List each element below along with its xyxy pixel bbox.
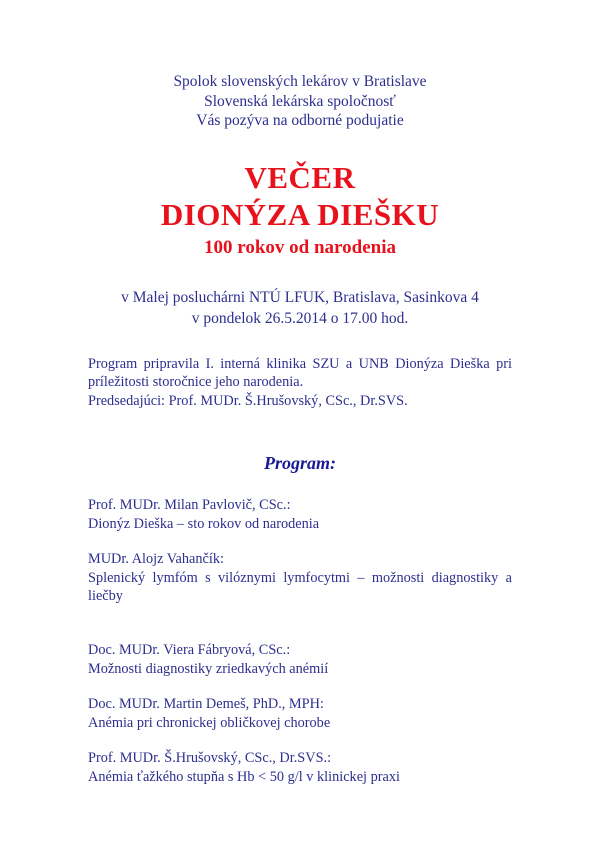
program-speaker: Doc. MUDr. Martin Demeš, PhD., MPH: — [88, 696, 324, 712]
venue-info — [88, 287, 512, 329]
program-speaker: Prof. MUDr. Milan Pavlovič, CSc.: — [88, 497, 291, 513]
document-content — [88, 0, 512, 786]
event-title-line-2: DIONÝZA DIEŠKU — [160, 196, 440, 232]
program-item — [88, 550, 512, 624]
event-title — [88, 159, 512, 261]
program-list — [88, 496, 512, 786]
program-topic: Anémia pri chronickej obličkovej chorobe — [88, 714, 331, 731]
program-item — [88, 695, 512, 732]
intro-section — [88, 355, 512, 411]
event-subtitle: 100 rokov od narodenia — [204, 236, 396, 258]
program-item — [88, 641, 512, 678]
invitation-line: Vás pozýva na odborné podujatie — [196, 112, 404, 129]
chair-line: Predsedajúci: Prof. MUDr. Š.Hrušovský, CSc., Dr.SVS. — [88, 392, 408, 409]
host-organization-line-2: Slovenská lekárska spoločnosť — [204, 92, 396, 110]
venue-place: v Malej posluchárni NTÚ LFUK, Bratislava, Sasinkova 4 — [121, 288, 479, 306]
intro-paragraph: Program pripravila I. interná klinika SZU a UNB Dionýza Dieška pri príležitosti storočnice jeho narodenia. — [88, 355, 512, 390]
program-heading: Program: — [264, 453, 336, 473]
event-title-line-1: VEČER — [244, 159, 356, 195]
venue-datetime: v pondelok 26.5.2014 o 17.00 hod. — [191, 309, 409, 327]
program-topic: Možnosti diagnostiky zriedkavých anémií — [88, 660, 329, 677]
program-item — [88, 496, 512, 533]
program-speaker: Doc. MUDr. Viera Fábryová, CSc.: — [88, 642, 291, 658]
program-topic: Anémia ťažkého stupňa s Hb < 50 g/l v klinickej praxi — [88, 768, 400, 785]
program-speaker: MUDr. Alojz Vahančík: — [88, 551, 224, 567]
program-topic: Splenický lymfóm s vilóznymi lymfocytmi – možnosti diagnostiky a liečby — [88, 569, 512, 604]
program-speaker: Prof. MUDr. Š.Hrušovský, CSc., Dr.SVS.: — [88, 750, 332, 766]
program-item — [88, 749, 512, 786]
host-header — [88, 72, 512, 131]
host-organization-line-1: Spolok slovenských lekárov v Bratislave — [173, 73, 427, 90]
program-topic: Dionýz Dieška – sto rokov od narodenia — [88, 515, 320, 532]
